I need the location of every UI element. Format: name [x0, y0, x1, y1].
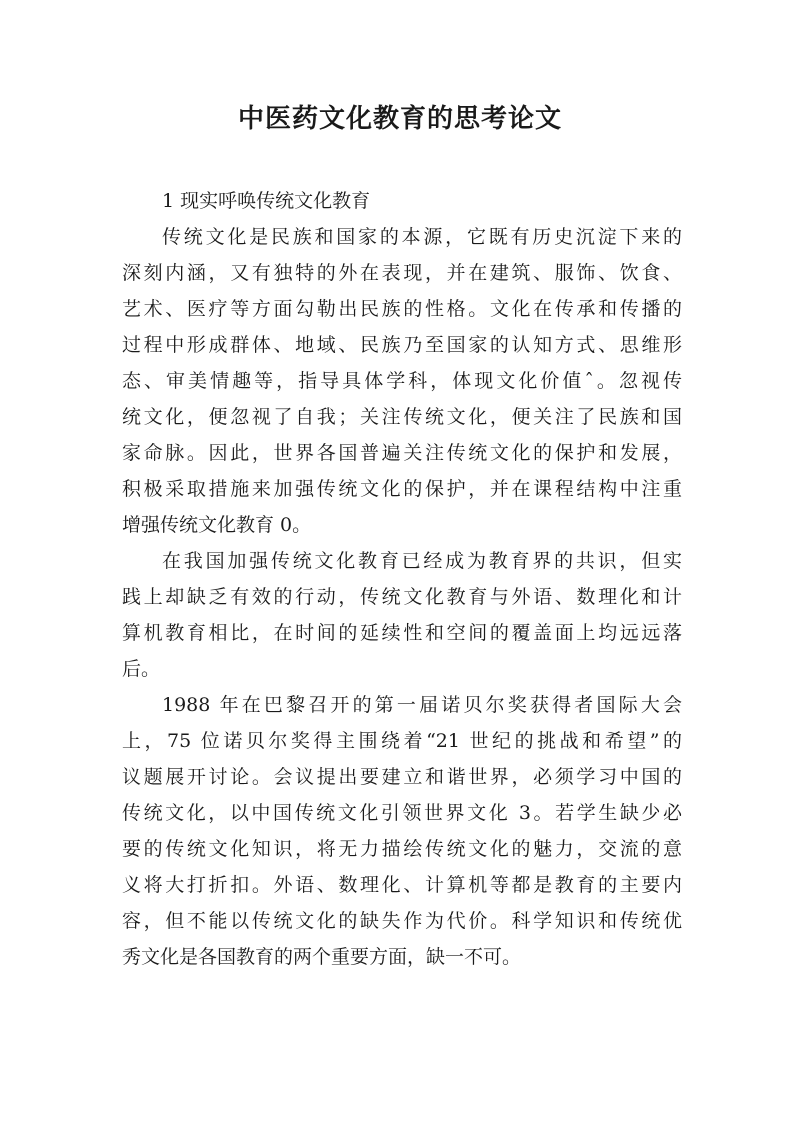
paragraph	[122, 687, 682, 975]
paragraph-line: 1988 年在巴黎召开的第一届诺贝尔奖获得者国际大会	[162, 694, 682, 716]
paragraph-line: 家命脉。因此，世界各国普遍关注传统文化的保护和发展，	[122, 442, 682, 464]
paragraph-line: 积极采取措施来加强传统文化的保护，并在课程结构中注重	[122, 478, 682, 500]
paragraph	[122, 219, 682, 543]
paragraph-line: 后。	[122, 658, 161, 680]
paragraph-line: 传统文化是民族和国家的本源，它既有历史沉淀下来的	[162, 226, 682, 248]
paragraph-line: 过程中形成群体、地域、民族乃至国家的认知方式、思维形	[122, 334, 682, 356]
paragraph-line: 秀文化是各国教育的两个重要方面，缺一不可。	[122, 946, 522, 968]
paragraph-line: 增强传统文化教育 0。	[122, 514, 312, 536]
paragraph-line: 践上却缺乏有效的行动，传统文化教育与外语、数理化和计	[122, 586, 682, 608]
paragraph-line: 要的传统文化知识，将无力描绘传统文化的魅力，交流的意	[122, 838, 682, 860]
document-body	[122, 183, 682, 975]
document-title: 中医药文化教育的思考论文	[237, 104, 562, 134]
paragraph-line: 上，75 位诺贝尔奖得主围绕着“21 世纪的挑战和希望”的	[122, 730, 682, 752]
section-heading: 1 现实呼唤传统文化教育	[162, 190, 371, 212]
paragraph-line: 容，但不能以传统文化的缺失作为代价。科学知识和传统优	[122, 910, 682, 932]
paragraph-line: 议题展开讨论。会议提出要建立和谐世界，必须学习中国的	[122, 766, 682, 788]
paragraph-line: 算机教育相比，在时间的延续性和空间的覆盖面上均远远落	[122, 622, 682, 644]
paragraph-line: 统文化，便忽视了自我；关注传统文化，便关注了民族和国	[122, 406, 682, 428]
paragraph	[122, 543, 682, 687]
paragraph-line: 在我国加强传统文化教育已经成为教育界的共识，但实	[162, 550, 682, 572]
paragraph-line: 艺术、医疗等方面勾勒出民族的性格。文化在传承和传播的	[122, 298, 682, 320]
paragraph-line: 深刻内涵，又有独特的外在表现，并在建筑、服饰、饮食、	[122, 262, 682, 284]
paragraph-line: 态、审美情趣等，指导具体学科，体现文化价值ˆ。忽视传	[122, 370, 682, 392]
paragraph-line: 传统文化，以中国传统文化引领世界文化 3。若学生缺少必	[122, 802, 682, 824]
paragraph-line: 义将大打折扣。外语、数理化、计算机等都是教育的主要内	[122, 874, 682, 896]
